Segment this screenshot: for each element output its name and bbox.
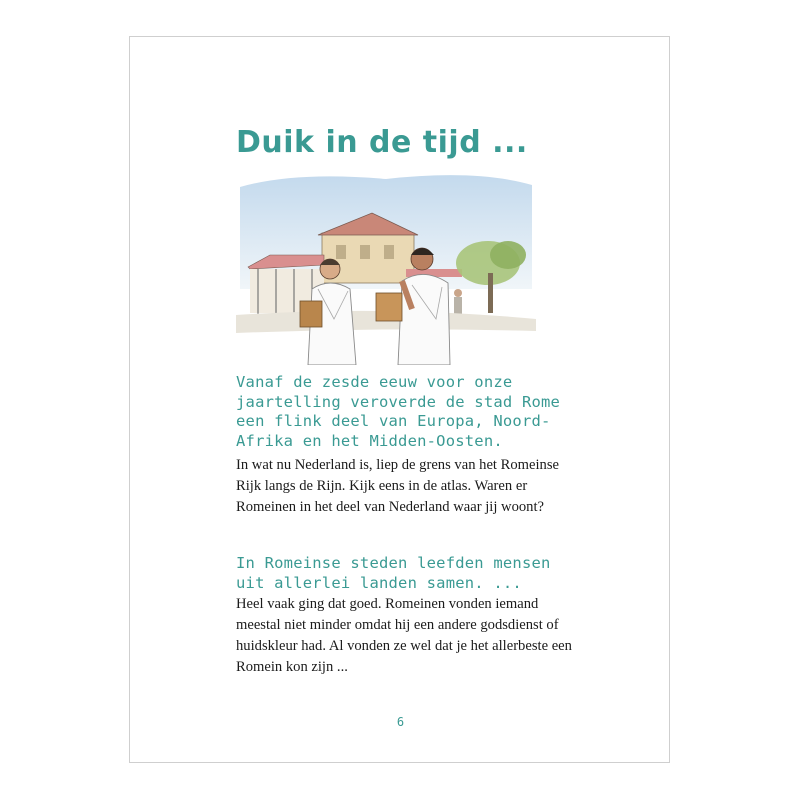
section2-body: Heel vaak ging dat goed. Romeinen vonden iemand meestal niet minder omdat hij een andere godsdienst of huidskleur had. Al vonden ze wel dat je het allerbeste een Romein kon zijn ...: [236, 596, 572, 675]
book-page: [129, 36, 670, 763]
section1-body: In wat nu Nederland is, liep de grens van het Romeinse Rijk langs de Rijn. Kijk eens in de atlas. Waren er Romeinen in het deel van Nederland waar jij woont?: [236, 457, 560, 515]
section2-heading: In Romeinse steden leefden mensen uit allerlei landen samen. ...: [236, 554, 551, 592]
page-number: 6: [396, 715, 405, 729]
section1-heading: Vanaf de zesde eeuw voor onze jaartelling veroverde de stad Rome een flink deel van Europa, Noord-Afrika en het Midden-Oosten.: [236, 373, 561, 450]
page-title: Duik in de tijd ...: [236, 125, 528, 160]
roman-street-illustration: [236, 169, 536, 365]
